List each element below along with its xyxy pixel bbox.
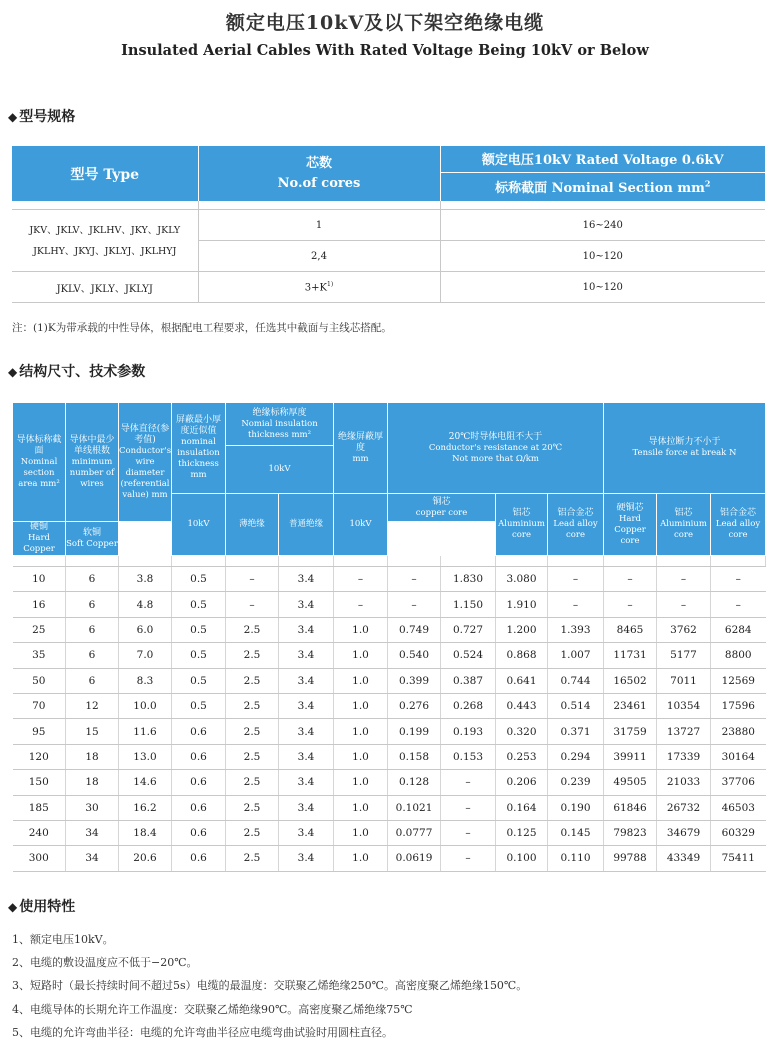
header-insulation-en: Nomial insulation thickness mm² bbox=[241, 418, 318, 440]
table-row bbox=[13, 795, 766, 820]
feature-item: 1、额定电压10kV。 bbox=[12, 933, 114, 946]
technical-params-table bbox=[12, 402, 766, 872]
header-soft bbox=[66, 522, 119, 556]
header-al-cn: 铝芯 bbox=[512, 508, 531, 518]
header-ins-10kv: 10kV bbox=[226, 446, 334, 494]
table-cell: 12 bbox=[66, 693, 119, 718]
table-cell: 0.371 bbox=[548, 719, 604, 744]
header-area-en: Nominal section area mm² bbox=[18, 456, 60, 489]
table-cell: 0.0777 bbox=[388, 820, 441, 845]
table-cell: 1.0 bbox=[334, 795, 388, 820]
table-cell: 0.727 bbox=[441, 617, 496, 642]
table-cell: 0.443 bbox=[496, 693, 548, 718]
table-cell: 1.150 bbox=[441, 592, 496, 617]
section-cell: 10~120 bbox=[440, 272, 765, 303]
table-cell: 6 bbox=[66, 643, 119, 668]
table-cell: 79823 bbox=[604, 820, 657, 845]
table-cell: 185 bbox=[13, 795, 66, 820]
header-al-en: Aluminium core bbox=[498, 519, 545, 540]
table-cell: 34679 bbox=[657, 820, 711, 845]
header-t-hardcu-en: Hard Copper core bbox=[614, 513, 646, 546]
table-cell: – bbox=[334, 567, 388, 592]
table-cell: 1.0 bbox=[334, 744, 388, 769]
table-cell: 240 bbox=[13, 820, 66, 845]
table-cell: 3.4 bbox=[279, 693, 334, 718]
header-copper bbox=[388, 494, 496, 522]
table-cell: 1.200 bbox=[496, 617, 548, 642]
table-cell: – bbox=[604, 592, 657, 617]
table-cell: 0.193 bbox=[441, 719, 496, 744]
table-cell: 3.8 bbox=[119, 567, 172, 592]
table-cell: 61846 bbox=[604, 795, 657, 820]
table-cell: 39911 bbox=[604, 744, 657, 769]
section-heading-features bbox=[8, 896, 75, 916]
table-cell: 34 bbox=[66, 846, 119, 871]
section-title: 结构尺寸、技术参数 bbox=[19, 364, 146, 380]
header-insulation bbox=[226, 403, 334, 446]
feature-item: 3、短路时（最长持续时间不超过5s）电缆的最温度：交联聚乙烯绝缘250℃。高密度聚乙烯绝缘150℃。 bbox=[12, 979, 528, 993]
table-cell: – bbox=[441, 820, 496, 845]
header-t-hardcu bbox=[604, 494, 657, 556]
table-cell: 0.294 bbox=[548, 744, 604, 769]
table-cell: 0.199 bbox=[388, 719, 441, 744]
header-alloy-cn: 铝合金芯 bbox=[557, 508, 594, 518]
table-cell: 3.4 bbox=[279, 643, 334, 668]
table-row bbox=[13, 820, 766, 845]
header-screen-cn: 绝缘屏蔽厚度 bbox=[338, 431, 384, 453]
table-row bbox=[13, 567, 766, 592]
table-cell: 16 bbox=[13, 592, 66, 617]
table-cell: 4.8 bbox=[119, 592, 172, 617]
cores-text: 3+K bbox=[304, 282, 328, 294]
header-t-al bbox=[657, 494, 711, 556]
table-cell: 30 bbox=[66, 795, 119, 820]
section-title: 使用特性 bbox=[19, 899, 76, 915]
table-cell: 23880 bbox=[711, 719, 766, 744]
page-subtitle: Insulated Aerial Cables With Rated Voltage Being 10kV or Below bbox=[121, 42, 649, 59]
table-cell: 3.4 bbox=[279, 795, 334, 820]
table-cell: 37706 bbox=[711, 770, 766, 795]
table-cell: 2.5 bbox=[226, 820, 279, 845]
table-cell: 0.744 bbox=[548, 668, 604, 693]
table-cell: 0.5 bbox=[172, 592, 226, 617]
diamond-icon: ◆ bbox=[8, 900, 18, 914]
table-cell: 2.5 bbox=[226, 744, 279, 769]
table-cell: 31759 bbox=[604, 719, 657, 744]
table-row bbox=[13, 592, 766, 617]
header-screen-insulation-en: nominal insulation thickness mm bbox=[177, 437, 220, 480]
table-cell: 0.190 bbox=[548, 795, 604, 820]
table-cell: 8800 bbox=[711, 643, 766, 668]
table-cell: 0.0619 bbox=[388, 846, 441, 871]
header-t-alloy-en: Lead alloy core bbox=[715, 519, 761, 540]
table-cell: 60329 bbox=[711, 820, 766, 845]
table-cell: 3.080 bbox=[496, 567, 548, 592]
cores-cell: 2,4 bbox=[198, 241, 440, 272]
table-cell: 3.4 bbox=[279, 617, 334, 642]
table-cell: 0.6 bbox=[172, 744, 226, 769]
table-cell: – bbox=[388, 567, 441, 592]
feature-item: 5、电缆的允许弯曲半径：电缆的允许弯曲半径应电缆弯曲试验时用圆柱直径。 bbox=[12, 1025, 393, 1039]
table-cell: 0.6 bbox=[172, 846, 226, 871]
table-cell: – bbox=[441, 770, 496, 795]
table-cell: 0.641 bbox=[496, 668, 548, 693]
header-wires-cn: 导体中最少单线根数 bbox=[69, 434, 115, 456]
table-cell: 0.5 bbox=[172, 668, 226, 693]
table-cell: 34 bbox=[66, 820, 119, 845]
table-cell: 11.6 bbox=[119, 719, 172, 744]
table-cell: 0.5 bbox=[172, 617, 226, 642]
table-cell: 0.6 bbox=[172, 770, 226, 795]
table-row bbox=[13, 719, 766, 744]
table-cell: 2.5 bbox=[226, 617, 279, 642]
header-resistance-en: Conductor's resistance at 20℃ Not more that Ω/km bbox=[428, 442, 563, 464]
table-cell: – bbox=[548, 592, 604, 617]
table-cell: 35 bbox=[13, 643, 66, 668]
section-cell: 16~240 bbox=[440, 210, 765, 241]
table-cell: 0.206 bbox=[496, 770, 548, 795]
header-copper-en: copper core bbox=[415, 507, 468, 518]
table-cell: 0.524 bbox=[441, 643, 496, 668]
diamond-icon: ◆ bbox=[8, 110, 18, 124]
table-cell: 1.0 bbox=[334, 668, 388, 693]
header-resistance bbox=[388, 403, 604, 494]
table-cell: 17596 bbox=[711, 693, 766, 718]
table-cell: 23461 bbox=[604, 693, 657, 718]
table-cell: 8.3 bbox=[119, 668, 172, 693]
header-tensile-en: Tensile force at break N bbox=[632, 448, 737, 458]
header-tensile bbox=[604, 403, 766, 494]
table-cell: 3.4 bbox=[279, 820, 334, 845]
header-al bbox=[496, 494, 548, 556]
page-title: 额定电压10kV及以下架空绝缘电缆 bbox=[225, 12, 545, 34]
table-cell: – bbox=[548, 567, 604, 592]
model-spec-table bbox=[12, 146, 765, 303]
table-cell: 95 bbox=[13, 719, 66, 744]
table-cell: 0.6 bbox=[172, 820, 226, 845]
table-cell: 13727 bbox=[657, 719, 711, 744]
table-cell: 49505 bbox=[604, 770, 657, 795]
table-cell: 2.5 bbox=[226, 668, 279, 693]
cores-cell bbox=[198, 272, 440, 303]
header-t-hardcu-cn: 硬铜芯 bbox=[616, 502, 644, 513]
table-cell: 10.0 bbox=[119, 693, 172, 718]
table-cell: 0.5 bbox=[172, 693, 226, 718]
table-cell: 1.0 bbox=[334, 770, 388, 795]
section-heading-models bbox=[8, 106, 75, 126]
table-cell: 30164 bbox=[711, 744, 766, 769]
header-area-cn: 导体标称截面 bbox=[16, 434, 62, 456]
table-cell: 3.4 bbox=[279, 846, 334, 871]
header-tensile-cn: 导体拉断力不小于 bbox=[648, 437, 721, 447]
table-cell: 25 bbox=[13, 617, 66, 642]
table-cell: 3.4 bbox=[279, 592, 334, 617]
header-wires bbox=[66, 403, 119, 522]
header-screen-en: mm bbox=[352, 453, 369, 464]
table-cell: 10 bbox=[13, 567, 66, 592]
header-section-text: 标称截面 Nominal Section mm bbox=[495, 181, 705, 197]
table-cell: 43349 bbox=[657, 846, 711, 871]
header-soft-en: Soft Copper bbox=[66, 538, 118, 549]
header-hard bbox=[13, 522, 66, 556]
table-cell: 7011 bbox=[657, 668, 711, 693]
table-cell: – bbox=[226, 567, 279, 592]
table-cell: 3.4 bbox=[279, 719, 334, 744]
header-section bbox=[440, 172, 765, 201]
table-cell: 0.153 bbox=[441, 744, 496, 769]
table-cell: 1.0 bbox=[334, 693, 388, 718]
header-screen-insulation bbox=[172, 403, 226, 494]
header-insulation-cn: 绝缘标称厚度 bbox=[252, 407, 307, 418]
header-copper-cn: 铜芯 bbox=[432, 496, 451, 507]
table-cell: 0.1021 bbox=[388, 795, 441, 820]
features-list bbox=[12, 928, 527, 1044]
table-cell: 0.145 bbox=[548, 820, 604, 845]
table-cell: – bbox=[657, 567, 711, 592]
model-group-1-line2: JKLHY、JKYJ、JKLYJ、JKLHYJ bbox=[33, 245, 177, 257]
table-cell: 18 bbox=[66, 770, 119, 795]
table-cell: 14.6 bbox=[119, 770, 172, 795]
header-cores-cn: 芯数 bbox=[305, 155, 332, 171]
header-diameter-en: Conductor's wire diameter (referential value) mm bbox=[119, 445, 172, 500]
header-thin: 薄绝缘 bbox=[226, 494, 279, 556]
table-cell: 6 bbox=[66, 617, 119, 642]
table-cell: 2.5 bbox=[226, 693, 279, 718]
feature-item: 2、电缆的敷设温度应不低于−20℃。 bbox=[12, 956, 198, 970]
table-cell: 21033 bbox=[657, 770, 711, 795]
table-cell: 0.6 bbox=[172, 719, 226, 744]
header-t-al-cn: 铝芯 bbox=[674, 508, 693, 518]
table-cell: 46503 bbox=[711, 795, 766, 820]
table-cell: – bbox=[441, 846, 496, 871]
table-note: 注：(1)K为带承载的中性导体，根据配电工程要求，任选其中截面与主线芯搭配。 bbox=[12, 322, 392, 334]
header-voltage: 额定电压10kV Rated Voltage 0.6kV bbox=[440, 146, 765, 172]
table-cell: 1.910 bbox=[496, 592, 548, 617]
table-cell: 2.5 bbox=[226, 795, 279, 820]
table-cell: – bbox=[657, 592, 711, 617]
table-cell: 13.0 bbox=[119, 744, 172, 769]
header-hard-en: Hard Copper bbox=[23, 533, 55, 554]
header-normal: 普通绝缘 bbox=[279, 494, 334, 556]
table-row bbox=[13, 668, 766, 693]
header-t-alloy-cn: 铝合金芯 bbox=[720, 508, 757, 518]
header-diameter bbox=[119, 403, 172, 522]
header-screen bbox=[334, 403, 388, 494]
table-row bbox=[13, 643, 766, 668]
table-cell: 5177 bbox=[657, 643, 711, 668]
table-cell: 50 bbox=[13, 668, 66, 693]
table-cell: 0.514 bbox=[548, 693, 604, 718]
table-cell: 99788 bbox=[604, 846, 657, 871]
table-cell: 2.5 bbox=[226, 643, 279, 668]
table-cell: 0.268 bbox=[441, 693, 496, 718]
table-cell: 300 bbox=[13, 846, 66, 871]
cores-cell: 1 bbox=[198, 210, 440, 241]
table-cell: 1.830 bbox=[441, 567, 496, 592]
table-cell: 8465 bbox=[604, 617, 657, 642]
diamond-icon: ◆ bbox=[8, 365, 18, 379]
header-hard-cn: 硬铜 bbox=[29, 522, 48, 532]
header-screen-10kv: 10kV bbox=[334, 494, 388, 556]
table-cell: 1.393 bbox=[548, 617, 604, 642]
table-cell: 0.239 bbox=[548, 770, 604, 795]
table-cell: 0.540 bbox=[388, 643, 441, 668]
table-cell: 1.0 bbox=[334, 719, 388, 744]
table-cell: 15 bbox=[66, 719, 119, 744]
header-cores bbox=[198, 146, 440, 201]
table-cell: 3.4 bbox=[279, 668, 334, 693]
table-cell: 16502 bbox=[604, 668, 657, 693]
table-cell: 120 bbox=[13, 744, 66, 769]
table-cell: 0.749 bbox=[388, 617, 441, 642]
table-cell: 3.4 bbox=[279, 744, 334, 769]
table-cell: 0.125 bbox=[496, 820, 548, 845]
table-cell: 10354 bbox=[657, 693, 711, 718]
table-cell: 0.868 bbox=[496, 643, 548, 668]
section-cell: 10~120 bbox=[440, 241, 765, 272]
table-cell: 150 bbox=[13, 770, 66, 795]
table-cell: 26732 bbox=[657, 795, 711, 820]
table-cell: 3.4 bbox=[279, 567, 334, 592]
table-cell: – bbox=[334, 592, 388, 617]
header-screen-ins-10kv: 10kV bbox=[172, 494, 226, 556]
table-cell: 16.2 bbox=[119, 795, 172, 820]
table-cell: 0.399 bbox=[388, 668, 441, 693]
table-cell: 0.128 bbox=[388, 770, 441, 795]
feature-item: 4、电缆导体的长期允许工作温度：交联聚乙烯绝缘90℃。高密度聚乙烯绝缘75℃ bbox=[12, 1002, 413, 1016]
table-cell: 18 bbox=[66, 744, 119, 769]
table-cell: 6284 bbox=[711, 617, 766, 642]
table-cell: 0.5 bbox=[172, 567, 226, 592]
table-cell: 1.007 bbox=[548, 643, 604, 668]
table-cell: 6 bbox=[66, 592, 119, 617]
table-cell: 2.5 bbox=[226, 770, 279, 795]
table-cell: 2.5 bbox=[226, 846, 279, 871]
table-row bbox=[13, 744, 766, 769]
table-cell: – bbox=[604, 567, 657, 592]
header-alloy bbox=[548, 494, 604, 556]
table-cell: 12569 bbox=[711, 668, 766, 693]
table-cell: 0.320 bbox=[496, 719, 548, 744]
table-row bbox=[13, 693, 766, 718]
header-t-al-en: Aluminium core bbox=[660, 519, 707, 540]
table-cell: 0.6 bbox=[172, 795, 226, 820]
table-cell: 20.6 bbox=[119, 846, 172, 871]
table-cell: 1.0 bbox=[334, 643, 388, 668]
table-cell: 6.0 bbox=[119, 617, 172, 642]
table-cell: 1.0 bbox=[334, 846, 388, 871]
table-cell: 0.110 bbox=[548, 846, 604, 871]
table-cell: 0.253 bbox=[496, 744, 548, 769]
table-row bbox=[13, 617, 766, 642]
table-cell: 1.0 bbox=[334, 820, 388, 845]
table-cell: – bbox=[711, 592, 766, 617]
header-resistance-cn: 20℃时导体电阻不大于 bbox=[448, 431, 543, 442]
table-cell: 1.0 bbox=[334, 617, 388, 642]
table-cell: 3762 bbox=[657, 617, 711, 642]
table-cell: – bbox=[711, 567, 766, 592]
table-cell: 0.387 bbox=[441, 668, 496, 693]
table-cell: 7.0 bbox=[119, 643, 172, 668]
model-group-1 bbox=[12, 210, 198, 272]
header-wires-en: minimum number of wires bbox=[69, 456, 115, 489]
model-group-2: JKLV、JKLY、JKLYJ bbox=[12, 272, 198, 303]
header-section-sup: 2 bbox=[704, 178, 711, 189]
table-cell: 0.164 bbox=[496, 795, 548, 820]
table-cell: 75411 bbox=[711, 846, 766, 871]
cores-sup: 1) bbox=[327, 280, 334, 288]
table-cell: – bbox=[388, 592, 441, 617]
header-cores-en: No.of cores bbox=[277, 175, 361, 191]
section-title: 型号规格 bbox=[19, 109, 76, 125]
header-t-alloy bbox=[711, 494, 766, 556]
header-diameter-cn: 导体直径(参考值) bbox=[120, 423, 170, 445]
table-cell: 0.5 bbox=[172, 643, 226, 668]
table-cell: 70 bbox=[13, 693, 66, 718]
table-cell: 0.100 bbox=[496, 846, 548, 871]
table-cell: 11731 bbox=[604, 643, 657, 668]
table-cell: 17339 bbox=[657, 744, 711, 769]
header-alloy-en: Lead alloy core bbox=[553, 519, 598, 540]
header-soft-cn: 软铜 bbox=[82, 527, 101, 538]
table-cell: 3.4 bbox=[279, 770, 334, 795]
table-cell: 18.4 bbox=[119, 820, 172, 845]
table-cell: 2.5 bbox=[226, 719, 279, 744]
model-group-1-line1: JKV、JKLV、JKLHV、JKY、JKLY bbox=[29, 224, 181, 236]
table-cell: 0.276 bbox=[388, 693, 441, 718]
section-heading-params bbox=[8, 361, 145, 381]
table-row bbox=[13, 846, 766, 871]
header-type: 型号 Type bbox=[12, 146, 198, 201]
table-row bbox=[13, 770, 766, 795]
header-screen-insulation-cn: 屏蔽最小厚度近似值 bbox=[175, 415, 221, 436]
table-cell: – bbox=[441, 795, 496, 820]
table-body bbox=[13, 556, 766, 872]
table-cell: 6 bbox=[66, 567, 119, 592]
header-area bbox=[13, 403, 66, 522]
table-cell: 6 bbox=[66, 668, 119, 693]
table-cell: – bbox=[226, 592, 279, 617]
table-cell: 0.158 bbox=[388, 744, 441, 769]
